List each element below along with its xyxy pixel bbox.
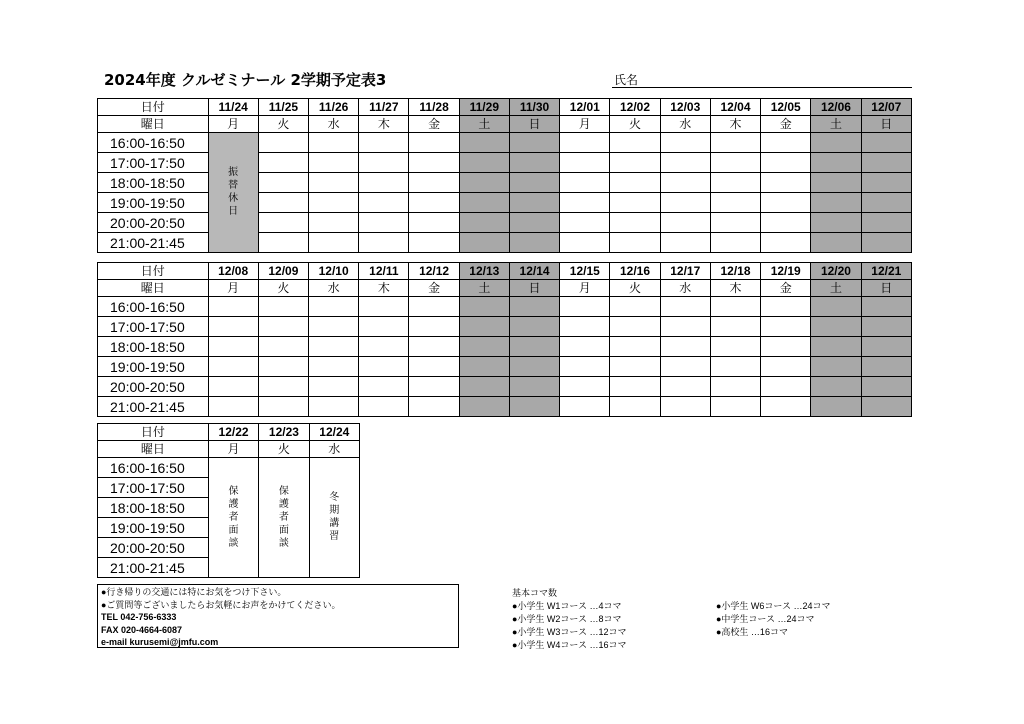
date-cell: 12/03 — [660, 99, 710, 116]
schedule-cell[interactable] — [409, 173, 459, 193]
schedule-cell[interactable] — [359, 233, 409, 253]
date-cell: 11/25 — [258, 99, 308, 116]
note-text: 振替休日 — [228, 167, 239, 217]
weekend-cell — [861, 153, 911, 173]
weekend-cell — [811, 337, 861, 357]
schedule-cell[interactable] — [761, 337, 811, 357]
schedule-cell[interactable] — [610, 357, 660, 377]
time-slot-label: 16:00-16:50 — [98, 297, 209, 317]
time-slot-label: 16:00-16:50 — [98, 133, 209, 153]
weekend-cell — [459, 377, 509, 397]
schedule-cell[interactable] — [409, 377, 459, 397]
schedule-cell[interactable] — [208, 357, 258, 377]
date-label: 日付 — [98, 99, 209, 116]
schedule-cell[interactable] — [258, 133, 308, 153]
schedule-cell[interactable] — [761, 317, 811, 337]
schedule-cell[interactable] — [710, 193, 760, 213]
date-cell: 12/11 — [359, 263, 409, 280]
info-line-safety: ●行き帰りの交通には特にお気をつけ下さい。 — [101, 587, 287, 597]
schedule-cell[interactable] — [610, 213, 660, 233]
info-box — [97, 584, 459, 648]
weekday-cell: 火 — [610, 280, 660, 297]
weekday-cell: 木 — [710, 280, 760, 297]
weekday-cell: 金 — [761, 280, 811, 297]
weekday-cell: 月 — [208, 280, 258, 297]
schedule-cell[interactable] — [660, 153, 710, 173]
schedule-cell[interactable] — [761, 357, 811, 377]
weekend-cell — [459, 213, 509, 233]
schedule-cell[interactable] — [409, 397, 459, 417]
date-cell: 12/09 — [258, 263, 308, 280]
schedule-cell[interactable] — [560, 397, 610, 417]
schedule-cell[interactable] — [660, 377, 710, 397]
weekday-cell: 水 — [660, 280, 710, 297]
weekend-cell — [459, 357, 509, 377]
schedule-cell[interactable] — [309, 397, 359, 417]
date-cell: 11/27 — [359, 99, 409, 116]
date-label: 日付 — [98, 424, 209, 441]
schedule-cell[interactable] — [208, 377, 258, 397]
date-cell: 11/30 — [509, 99, 559, 116]
schedule-cell[interactable] — [560, 317, 610, 337]
schedule-cell[interactable] — [560, 357, 610, 377]
course-item: ●小学生 W4コース …16コマ — [512, 640, 627, 650]
schedule-cell[interactable] — [761, 173, 811, 193]
weekday-cell: 日 — [509, 280, 559, 297]
weekday-cell: 木 — [359, 116, 409, 133]
weekday-cell: 土 — [459, 280, 509, 297]
date-cell: 12/13 — [459, 263, 509, 280]
weekend-cell — [811, 377, 861, 397]
weekend-cell — [811, 153, 861, 173]
schedule-cell[interactable] — [660, 213, 710, 233]
weekend-cell — [509, 233, 559, 253]
time-slot-label: 21:00-21:45 — [98, 397, 209, 417]
weekend-cell — [509, 133, 559, 153]
weekday-cell: 木 — [710, 116, 760, 133]
schedule-cell[interactable] — [710, 337, 760, 357]
date-cell: 12/20 — [811, 263, 861, 280]
schedule-cell[interactable] — [258, 397, 308, 417]
weekend-cell — [811, 317, 861, 337]
base-courses-title: 基本コマ数 — [512, 588, 558, 598]
schedule-cell[interactable] — [359, 153, 409, 173]
schedule-cell[interactable] — [710, 213, 760, 233]
weekend-cell — [811, 173, 861, 193]
weekend-cell — [509, 337, 559, 357]
time-slot-label: 21:00-21:45 — [98, 233, 209, 253]
date-cell: 12/16 — [610, 263, 660, 280]
time-slot-label: 21:00-21:45 — [98, 558, 209, 578]
time-slot-label: 17:00-17:50 — [98, 478, 209, 498]
weekday-cell: 金 — [761, 116, 811, 133]
schedule-cell[interactable] — [560, 233, 610, 253]
schedule-cell[interactable] — [560, 213, 610, 233]
time-slot-label: 19:00-19:50 — [98, 193, 209, 213]
time-slot-label: 20:00-20:50 — [98, 213, 209, 233]
page-title: 2024年度 クルゼミナール 2学期予定表3 — [104, 71, 387, 89]
schedule-cell[interactable] — [409, 193, 459, 213]
weekday-cell: 日 — [861, 116, 911, 133]
schedule-cell[interactable] — [309, 357, 359, 377]
note-cell — [259, 458, 309, 578]
schedule-cell[interactable] — [610, 193, 660, 213]
date-cell: 12/19 — [761, 263, 811, 280]
schedule-cell[interactable] — [309, 297, 359, 317]
date-cell: 12/21 — [861, 263, 911, 280]
note-cell — [208, 133, 258, 253]
time-slot-label: 17:00-17:50 — [98, 153, 209, 173]
schedule-cell[interactable] — [359, 357, 409, 377]
schedule-cell[interactable] — [258, 317, 308, 337]
schedule-cell[interactable] — [359, 173, 409, 193]
schedule-cell[interactable] — [258, 193, 308, 213]
weekend-cell — [509, 193, 559, 213]
weekend-cell — [459, 397, 509, 417]
schedule-cell[interactable] — [409, 337, 459, 357]
course-item: ●小学生 W2コース …8コマ — [512, 614, 622, 624]
schedule-cell[interactable] — [761, 153, 811, 173]
weekend-cell — [861, 357, 911, 377]
schedule-cell[interactable] — [309, 213, 359, 233]
course-item: ●小学生 W3コース …12コマ — [512, 627, 627, 637]
weekday-label: 曜日 — [98, 280, 209, 297]
time-slot-label: 18:00-18:50 — [98, 337, 209, 357]
weekend-cell — [811, 213, 861, 233]
schedule-cell[interactable] — [761, 297, 811, 317]
weekend-cell — [459, 297, 509, 317]
schedule-cell[interactable] — [560, 297, 610, 317]
schedule-cell[interactable] — [761, 233, 811, 253]
schedule-cell[interactable] — [560, 337, 610, 357]
weekend-cell — [509, 213, 559, 233]
schedule-cell[interactable] — [208, 297, 258, 317]
schedule-cell[interactable] — [359, 213, 409, 233]
date-cell: 11/26 — [309, 99, 359, 116]
schedule-cell[interactable] — [761, 133, 811, 153]
weekday-cell: 土 — [811, 116, 861, 133]
schedule-cell[interactable] — [610, 377, 660, 397]
weekday-cell: 水 — [309, 116, 359, 133]
schedule-table-week-1 — [97, 98, 912, 253]
date-cell: 12/17 — [660, 263, 710, 280]
schedule-table-week-2 — [97, 262, 912, 417]
schedule-cell[interactable] — [560, 153, 610, 173]
schedule-cell[interactable] — [660, 297, 710, 317]
schedule-cell[interactable] — [761, 397, 811, 417]
weekday-cell: 日 — [861, 280, 911, 297]
date-cell: 12/04 — [710, 99, 760, 116]
weekday-cell: 土 — [811, 280, 861, 297]
schedule-cell[interactable] — [359, 337, 409, 357]
info-fax: FAX 020-4664-6087 — [101, 624, 183, 635]
weekday-label: 曜日 — [98, 441, 209, 458]
schedule-cell[interactable] — [610, 133, 660, 153]
schedule-cell[interactable] — [660, 233, 710, 253]
date-cell: 12/01 — [560, 99, 610, 116]
schedule-cell[interactable] — [409, 153, 459, 173]
weekend-cell — [861, 233, 911, 253]
schedule-cell[interactable] — [208, 337, 258, 357]
weekend-cell — [459, 193, 509, 213]
schedule-cell[interactable] — [660, 397, 710, 417]
weekday-cell: 金 — [409, 280, 459, 297]
weekday-cell: 土 — [459, 116, 509, 133]
weekend-cell — [811, 133, 861, 153]
weekend-cell — [509, 397, 559, 417]
course-item: ●高校生 …16コマ — [716, 627, 788, 637]
schedule-cell[interactable] — [710, 233, 760, 253]
weekday-cell: 水 — [309, 441, 359, 458]
name-label: 氏名 — [614, 73, 639, 87]
date-cell: 12/10 — [309, 263, 359, 280]
weekday-cell: 木 — [359, 280, 409, 297]
schedule-cell[interactable] — [258, 213, 308, 233]
schedule-cell[interactable] — [710, 357, 760, 377]
weekday-cell: 月 — [560, 280, 610, 297]
schedule-cell[interactable] — [560, 173, 610, 193]
schedule-cell[interactable] — [710, 133, 760, 153]
note-cell — [309, 458, 359, 578]
schedule-cell[interactable] — [761, 213, 811, 233]
schedule-cell[interactable] — [258, 357, 308, 377]
info-tel: TEL 042-756-6333 — [101, 612, 177, 622]
weekend-cell — [811, 357, 861, 377]
weekday-cell: 火 — [258, 116, 308, 133]
schedule-cell[interactable] — [309, 153, 359, 173]
weekend-cell — [509, 173, 559, 193]
schedule-cell[interactable] — [309, 193, 359, 213]
time-slot-label: 17:00-17:50 — [98, 317, 209, 337]
schedule-cell[interactable] — [258, 173, 308, 193]
date-cell: 11/28 — [409, 99, 459, 116]
weekday-cell: 水 — [309, 280, 359, 297]
schedule-cell[interactable] — [710, 153, 760, 173]
date-label: 日付 — [98, 263, 209, 280]
schedule-cell[interactable] — [710, 397, 760, 417]
note-cell — [208, 458, 258, 578]
schedule-cell[interactable] — [710, 317, 760, 337]
info-email: e-mail kurusemi@jmfu.com — [101, 637, 219, 647]
date-cell: 12/18 — [710, 263, 760, 280]
schedule-cell[interactable] — [309, 173, 359, 193]
weekend-cell — [459, 317, 509, 337]
schedule-cell[interactable] — [309, 377, 359, 397]
schedule-cell[interactable] — [660, 133, 710, 153]
schedule-cell[interactable] — [610, 233, 660, 253]
schedule-cell[interactable] — [761, 193, 811, 213]
schedule-cell[interactable] — [258, 297, 308, 317]
time-slot-label: 20:00-20:50 — [98, 538, 209, 558]
schedule-cell[interactable] — [610, 173, 660, 193]
schedule-cell[interactable] — [610, 397, 660, 417]
note-text: 保護者面談 — [278, 485, 289, 549]
schedule-cell[interactable] — [409, 213, 459, 233]
schedule-cell[interactable] — [409, 133, 459, 153]
name-field-line[interactable] — [612, 87, 912, 88]
schedule-cell[interactable] — [660, 337, 710, 357]
schedule-cell[interactable] — [660, 193, 710, 213]
time-slot-label: 18:00-18:50 — [98, 173, 209, 193]
schedule-cell[interactable] — [258, 337, 308, 357]
weekend-cell — [861, 397, 911, 417]
schedule-cell[interactable] — [710, 173, 760, 193]
weekend-cell — [459, 173, 509, 193]
info-line-questions: ●ご質問等ございましたらお気軽にお声をかけてください。 — [101, 599, 341, 610]
weekend-cell — [459, 133, 509, 153]
weekend-cell — [811, 297, 861, 317]
date-cell: 12/02 — [610, 99, 660, 116]
weekday-label: 曜日 — [98, 116, 209, 133]
weekend-cell — [811, 193, 861, 213]
date-cell: 11/29 — [459, 99, 509, 116]
schedule-cell[interactable] — [409, 357, 459, 377]
schedule-cell[interactable] — [660, 173, 710, 193]
weekend-cell — [861, 193, 911, 213]
date-cell: 12/24 — [309, 424, 359, 441]
schedule-cell[interactable] — [710, 297, 760, 317]
schedule-cell[interactable] — [610, 317, 660, 337]
schedule-table-week-3 — [97, 423, 360, 578]
weekend-cell — [509, 317, 559, 337]
schedule-cell[interactable] — [359, 377, 409, 397]
time-slot-label: 20:00-20:50 — [98, 377, 209, 397]
schedule-cell[interactable] — [610, 337, 660, 357]
time-slot-label: 19:00-19:50 — [98, 357, 209, 377]
weekday-cell: 水 — [660, 116, 710, 133]
weekday-cell: 金 — [409, 116, 459, 133]
schedule-cell[interactable] — [359, 397, 409, 417]
date-cell: 12/14 — [509, 263, 559, 280]
course-item: ●中学生コース …24コマ — [716, 614, 815, 624]
schedule-cell[interactable] — [208, 317, 258, 337]
weekend-cell — [861, 133, 911, 153]
schedule-cell[interactable] — [359, 133, 409, 153]
schedule-cell[interactable] — [309, 133, 359, 153]
schedule-cell[interactable] — [610, 153, 660, 173]
schedule-cell[interactable] — [560, 193, 610, 213]
weekend-cell — [509, 297, 559, 317]
weekend-cell — [509, 377, 559, 397]
weekday-cell: 火 — [259, 441, 309, 458]
schedule-cell[interactable] — [660, 357, 710, 377]
weekend-cell — [861, 173, 911, 193]
date-cell: 12/23 — [259, 424, 309, 441]
schedule-cell[interactable] — [309, 317, 359, 337]
schedule-cell[interactable] — [610, 297, 660, 317]
weekend-cell — [509, 357, 559, 377]
schedule-cell[interactable] — [359, 193, 409, 213]
schedule-cell[interactable] — [560, 377, 610, 397]
schedule-cell[interactable] — [409, 317, 459, 337]
note-text: 冬期講習 — [329, 492, 340, 542]
date-cell: 12/22 — [208, 424, 258, 441]
date-cell: 12/08 — [208, 263, 258, 280]
schedule-cell[interactable] — [560, 133, 610, 153]
weekend-cell — [459, 233, 509, 253]
date-cell: 12/06 — [811, 99, 861, 116]
weekday-cell: 月 — [208, 116, 258, 133]
weekend-cell — [459, 337, 509, 357]
time-slot-label: 16:00-16:50 — [98, 458, 209, 478]
weekend-cell — [811, 397, 861, 417]
schedule-cell[interactable] — [359, 317, 409, 337]
schedule-cell[interactable] — [359, 297, 409, 317]
weekend-cell — [861, 297, 911, 317]
time-slot-label: 18:00-18:50 — [98, 498, 209, 518]
weekday-cell: 火 — [258, 280, 308, 297]
weekday-cell: 火 — [610, 116, 660, 133]
schedule-cell[interactable] — [258, 377, 308, 397]
schedule-cell[interactable] — [660, 317, 710, 337]
schedule-cell[interactable] — [761, 377, 811, 397]
date-cell: 12/12 — [409, 263, 459, 280]
weekend-cell — [861, 317, 911, 337]
weekday-cell: 月 — [560, 116, 610, 133]
weekend-cell — [459, 153, 509, 173]
weekend-cell — [861, 377, 911, 397]
course-item: ●小学生 W6コース …24コマ — [716, 601, 831, 611]
date-cell: 12/05 — [761, 99, 811, 116]
schedule-cell[interactable] — [258, 153, 308, 173]
schedule-cell[interactable] — [309, 337, 359, 357]
date-cell: 12/07 — [861, 99, 911, 116]
date-cell: 12/15 — [560, 263, 610, 280]
schedule-cell[interactable] — [409, 233, 459, 253]
weekday-cell: 日 — [509, 116, 559, 133]
course-item: ●小学生 W1コース …4コマ — [512, 601, 622, 611]
weekend-cell — [861, 213, 911, 233]
weekday-cell: 月 — [208, 441, 258, 458]
weekend-cell — [811, 233, 861, 253]
schedule-cell[interactable] — [309, 233, 359, 253]
weekend-cell — [861, 337, 911, 357]
schedule-cell[interactable] — [258, 233, 308, 253]
schedule-cell[interactable] — [208, 397, 258, 417]
schedule-cell[interactable] — [710, 377, 760, 397]
date-cell: 11/24 — [208, 99, 258, 116]
schedule-cell[interactable] — [409, 297, 459, 317]
time-slot-label: 19:00-19:50 — [98, 518, 209, 538]
weekend-cell — [509, 153, 559, 173]
note-text: 保護者面談 — [228, 485, 239, 549]
